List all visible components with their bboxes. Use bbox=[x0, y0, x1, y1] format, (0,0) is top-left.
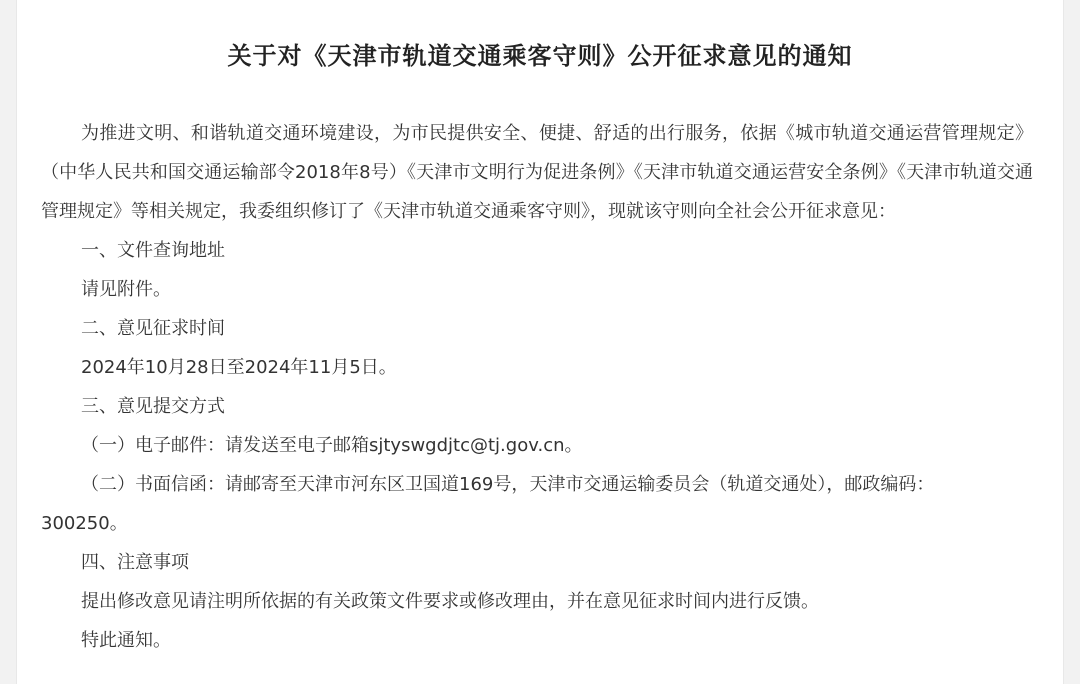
section-heading-notes: 四、注意事项 bbox=[81, 552, 189, 573]
submission-email-line: （一）电子邮件：请发送至电子邮箱sjtyswgdjtc@tj.gov.cn。 bbox=[81, 435, 583, 456]
page-title: 关于对《天津市轨道交通乘客守则》公开征求意见的通知 bbox=[227, 41, 853, 70]
notice-page bbox=[16, 0, 1064, 684]
section-heading-query-address: 一、文件查询地址 bbox=[81, 240, 225, 261]
closing-line: 特此通知。 bbox=[81, 630, 171, 651]
section-body-notes: 提出修改意见请注明所依据的有关政策文件要求或修改理由，并在意见征求时间内进行反馈。 bbox=[81, 591, 819, 612]
submission-postal-code: 300250。 bbox=[41, 513, 128, 534]
notice-body bbox=[41, 114, 1033, 660]
section-body-comment-period: 2024年10月28日至2024年11月5日。 bbox=[81, 357, 397, 378]
section-body-query-address: 请见附件。 bbox=[81, 279, 171, 300]
section-heading-submission-method: 三、意见提交方式 bbox=[81, 396, 225, 417]
submission-mail-line: （二）书面信函：请邮寄至天津市河东区卫国道169号，天津市交通运输委员会（轨道交通处），邮政编码： bbox=[81, 474, 935, 495]
section-heading-comment-period: 二、意见征求时间 bbox=[81, 318, 225, 339]
intro-paragraph: 为推进文明、和谐轨道交通环境建设，为市民提供安全、便捷、舒适的出行服务，依据《城市轨道交通运营管理规定》（中华人民共和国交通运输部令2018年8号）《天津市文明行为促进条例》《天津市轨道交通运营安全条例》《天津市轨道交通管理规定》等相关规定，我委组织修订了《天津市轨道交通乘客守则》，现就该守则向全社会公开征求意见： bbox=[41, 123, 1033, 222]
